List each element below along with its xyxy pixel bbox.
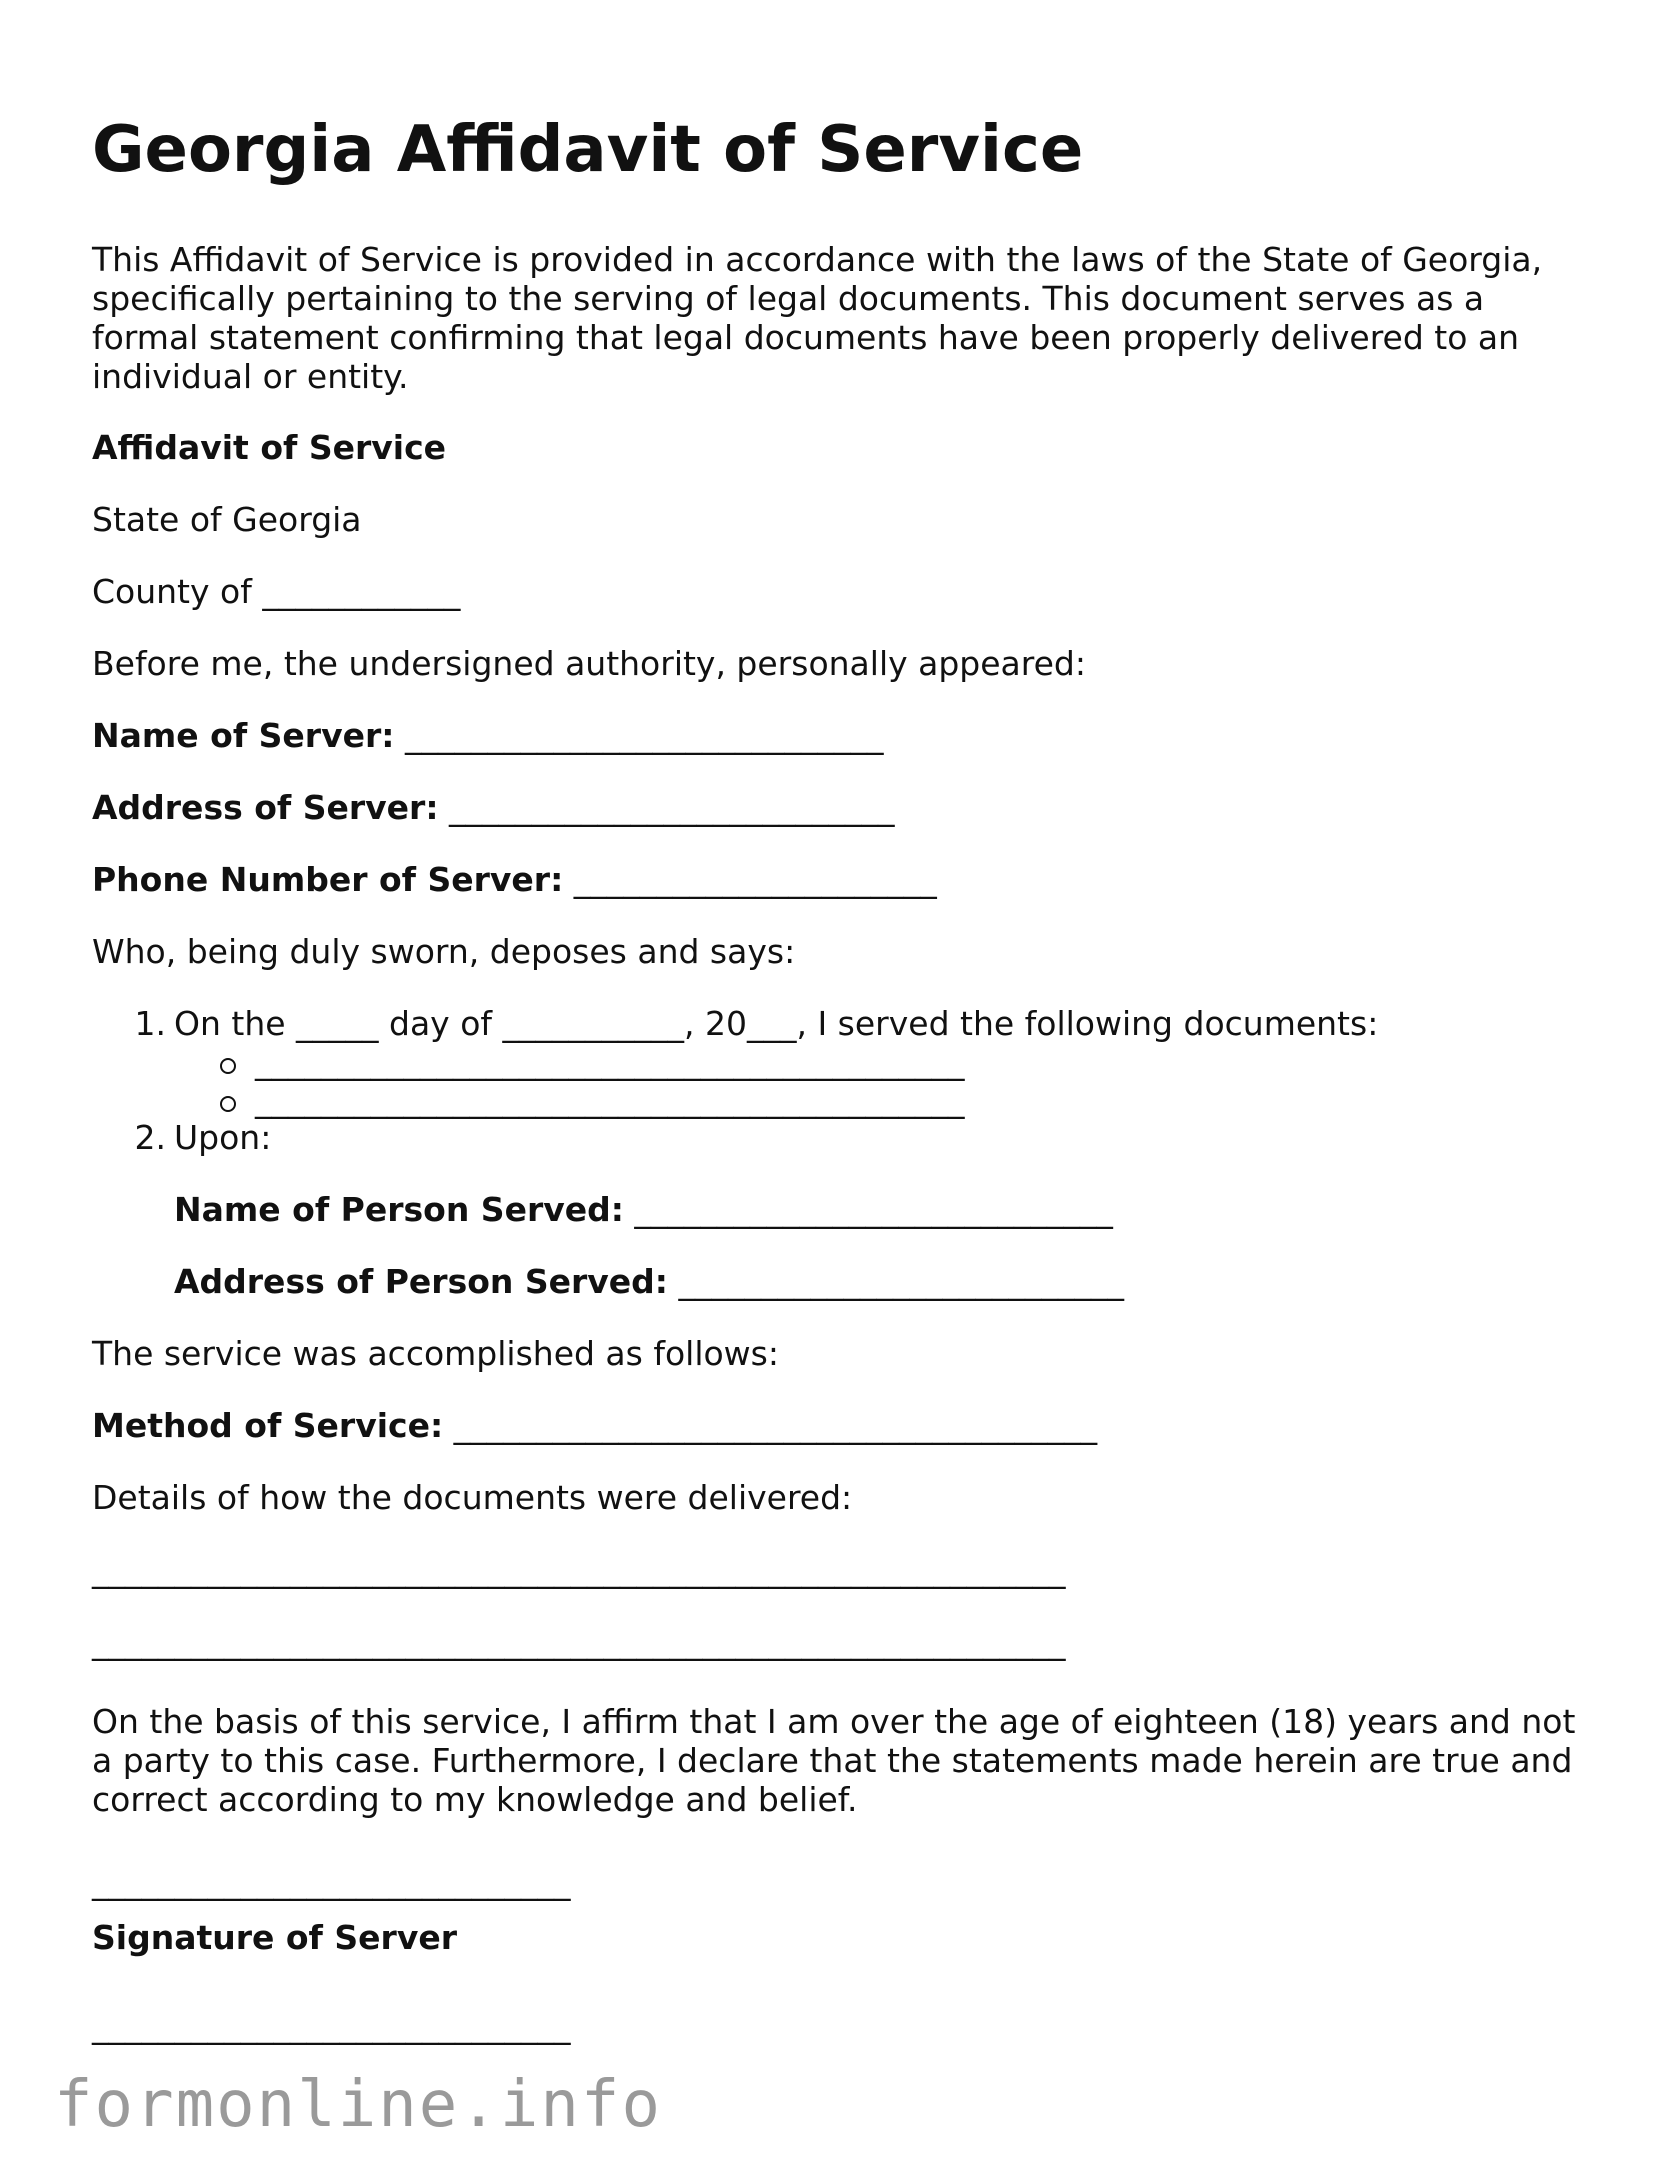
- document-blank-1[interactable]: ___________________________________________: [255, 1042, 965, 1081]
- signature-label: Signature of Server: [92, 1918, 457, 1957]
- person-served-address-field[interactable]: [174, 1262, 1124, 1301]
- affirmation-paragraph: [92, 1702, 1612, 1819]
- document-blank-2[interactable]: ___________________________________________: [255, 1080, 965, 1119]
- signature-blank[interactable]: _____________________________: [92, 1862, 571, 1901]
- circle-bullet-icon: [220, 1058, 236, 1074]
- upon-label: Upon:: [174, 1118, 272, 1157]
- server-name-blank[interactable]: _____________________________: [394, 716, 884, 755]
- list-item-1: [124, 1004, 1378, 1043]
- accomplished-line: The service was accomplished as follows:: [92, 1334, 779, 1373]
- section-heading: Affidavit of Service: [92, 428, 447, 467]
- server-address-blank[interactable]: ___________________________: [438, 788, 895, 827]
- server-address-field[interactable]: [92, 788, 895, 827]
- person-served-name-field[interactable]: [174, 1190, 1113, 1229]
- intro-line: This Affidavit of Service is provided in accordance with the laws of the State of Georgia,: [92, 240, 1543, 279]
- person-served-name-label: Name of Person Served:: [174, 1190, 624, 1229]
- server-address-label: Address of Server:: [92, 788, 439, 827]
- before-me-line: Before me, the undersigned authority, personally appeared:: [92, 644, 1086, 683]
- method-of-service-label: Method of Service:: [92, 1406, 444, 1445]
- affirmation-line: On the basis of this service, I affirm that I am over the age of eighteen (18) years and not: [92, 1702, 1576, 1741]
- method-of-service-blank[interactable]: _______________________________________: [443, 1406, 1098, 1445]
- affirmation-line: correct according to my knowledge and belief.: [92, 1780, 858, 1819]
- intro-paragraph: [92, 240, 1612, 396]
- list-number: 1.: [134, 1004, 166, 1043]
- person-served-name-blank[interactable]: _____________________________: [623, 1190, 1113, 1229]
- circle-bullet-icon: [220, 1096, 236, 1112]
- server-phone-label: Phone Number of Server:: [92, 860, 564, 899]
- server-phone-field[interactable]: [92, 860, 937, 899]
- affirmation-line: a party to this case. Furthermore, I declare that the statements made herein are true and: [92, 1741, 1573, 1780]
- served-documents-line[interactable]: On the _____ day of ___________, 20___, I served the following documents:: [174, 1004, 1379, 1043]
- watermark: formonline.info: [54, 2068, 662, 2142]
- method-of-service-field[interactable]: [92, 1406, 1097, 1445]
- person-served-address-label: Address of Person Served:: [174, 1262, 669, 1301]
- server-name-label: Name of Server:: [92, 716, 395, 755]
- state-line: State of Georgia: [92, 500, 362, 539]
- county-field[interactable]: County of ____________: [92, 572, 461, 611]
- intro-line: specifically pertaining to the serving of legal documents. This document serves as a: [92, 279, 1485, 318]
- details-blank-2[interactable]: ___________________________________________________________: [92, 1622, 1066, 1661]
- details-blank-1[interactable]: ___________________________________________________________: [92, 1550, 1066, 1589]
- server-phone-blank[interactable]: ______________________: [563, 860, 937, 899]
- list-number: 2.: [134, 1118, 166, 1157]
- intro-line: individual or entity.: [92, 357, 409, 396]
- list-item-2: [124, 1118, 271, 1157]
- page-title: Georgia Affidavit of Service: [92, 113, 1084, 187]
- sworn-line: Who, being duly sworn, deposes and says:: [92, 932, 796, 971]
- server-name-field[interactable]: [92, 716, 883, 755]
- date-blank[interactable]: _____________________________: [92, 2006, 571, 2045]
- intro-line: formal statement confirming that legal documents have been properly delivered to an: [92, 318, 1520, 357]
- details-line: Details of how the documents were delivered:: [92, 1478, 853, 1517]
- person-served-address-blank[interactable]: ___________________________: [668, 1262, 1125, 1301]
